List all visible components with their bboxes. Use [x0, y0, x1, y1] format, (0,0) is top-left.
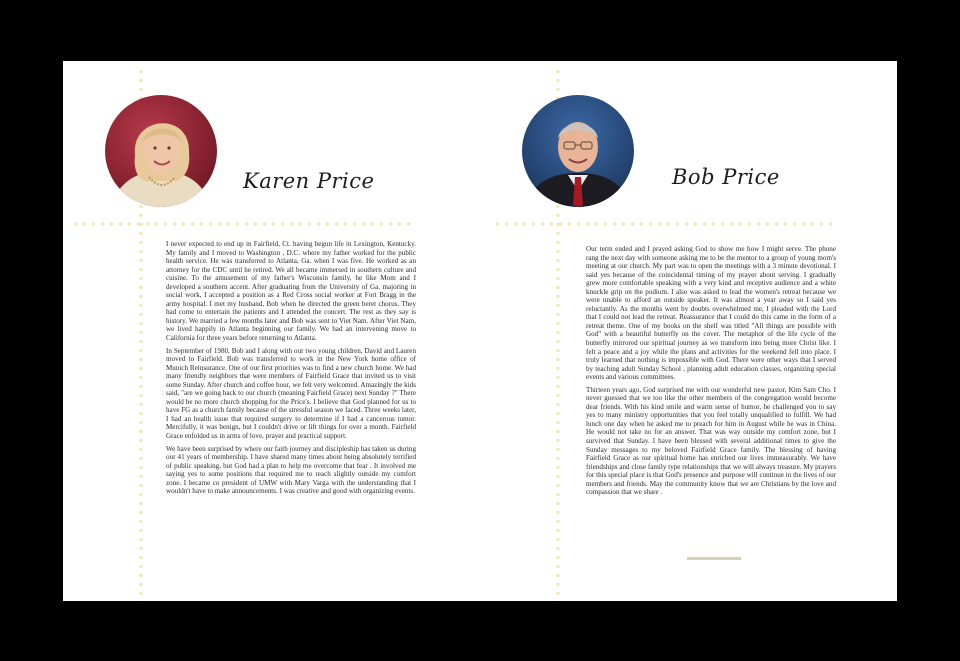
karen-story-column — [166, 240, 416, 500]
dotted-guide-right-horizontal — [493, 222, 833, 226]
bob-portrait — [522, 95, 634, 207]
dotted-guide-left-horizontal — [71, 222, 411, 226]
bob-story-column — [586, 245, 836, 501]
bob-name-heading: Bob Price — [672, 165, 780, 189]
bob-paragraph: Our term ended and I prayed asking God to show me how I might serve. The phone rang the next day with someone asking me to be the mentor to a group of young mom's meeting at our church. My part was to open the meetings with a 3 minute devotional. I said yes because of the coincidental timing of my prayer about serving. I gradually grew more comfortable speaking with a very kind and receptive audience and a white knuckle grip on the podium. I also was asked to lead the women's retreat because we were unable to afford an outside speaker. It was almost a year away so I said yes reluctantly. As the months went by doubts overwhelmed me, I pleaded with the Lord that I could not lead the retreat. Reassurance that I could do this came in the form of a retreat theme. One of my books on the shelf was titled "All things are possible with God" with a beautiful butterfly on the cover. The metaphor of the life cycle of the butterfly mirrored our spiritual journey as we transform into being more Christ like. I felt a peace and a joy while the plans and activities for the weekend fell into place. I truly learned that nothing is impossible with God. There were other ways that I served by teaching adult Sunday School , planning adult education classes, organizing special events and various committees. — [586, 245, 836, 382]
karen-paragraph: I never expected to end up in Fairfield, Ct. having begun life in Lexington, Kentucky. My family and I moved to Washington , D.C. where my father worked for the public health service. He was transferred to Atlanta, Ga. when I was five. He worked as an attorney for the CDC until he retired. We all became immersed in southern culture and cuisine. To the amusement of my father's Wisconsin family, he like Mom and I developed a southern accent. After graduating from the University of Ga. majoring in social work, I accepted a position as a Red Cross social worker at Fort Bragg in the army hospital. I met my husband, Bob when he directed the green beret chorus. They had come to entertain the patients and I attended the concert. The rest as they say is history. We married a few months later and Bob was sent to Viet Nam. After Viet Nam, we lived happily in Atlanta beginning our family. We had an intervening move to California for three years before returning to Atlanta. — [166, 240, 416, 343]
karen-paragraph: We have been surprised by where our faith journey and discipleship has taken us during our 41 years of membership. I have shared many times about being absolutely terrified of public speaking, but God had a plan to help me overcome that fear . It involved me saying yes to some positions that required me to reach slightly outside my comfort zone. I became co president of UMW with Mary Varga with the understanding that I wouldn't have to make announcements. I was creative and good with organizing events. — [166, 444, 416, 496]
end-of-article-bar — [687, 557, 741, 560]
magazine-spread — [63, 61, 897, 601]
karen-paragraph: In September of 1980, Bob and I along with our two young children, David and Lauren moved to Fairfield. Bob was transferred to work in the New York home office of Munich Reinsurance. One of our first priorities was to find a new church home. We had many friendly neighbors that were members of Fairfield Grace that invited us to visit some Sunday. After church and coffee hour, we felt very welcomed. Amazingly the kids said, "are we going back to our church (meaning Fairfield Grace) next Sunday ?" There would be no more church shopping for the Price's. I believe that God planned for us to have FG as a church family because of the stressful season we faced. Three weeks later, I had an health issue that required surgery to determine if I had a cancerous tumor. Mercifully, it was benign, but I couldn't drive or lift things for over a month. Fairfield Grace enfolded us in arms of love, prayer and practical support. — [166, 346, 416, 441]
karen-name-heading: Karen Price — [243, 169, 375, 193]
karen-portrait — [105, 95, 217, 207]
bob-paragraph: Thirteen years ago, God surprised me with our wonderful new pastor, Kim Sam Cho. I never guessed that we too like the other members of the congregation would become dear friends. With his kind smile and warm sense of humor, he challenged you to say yes to many ministry opportunities that you feel totally unqualified to fulfill. We had lunch one day when he asked me to preach for him in August while he was in China. He would not take no for an answer. That was way outside my comfort zone, but I survived that Sunday. I have been blessed with several additional times to give the Sunday messages to my beloved Fairfield Grace family. The blessing of having Fairfield Grace as our spiritual home has enriched our lives immeasurably. We have friendships and close family type relationships that we will always treasure. My prayers for this special place is that God's presence and purpose will continue in the lives of our members and friends. May the community know that we are Christians by the love and compassion that we share . — [586, 385, 836, 497]
